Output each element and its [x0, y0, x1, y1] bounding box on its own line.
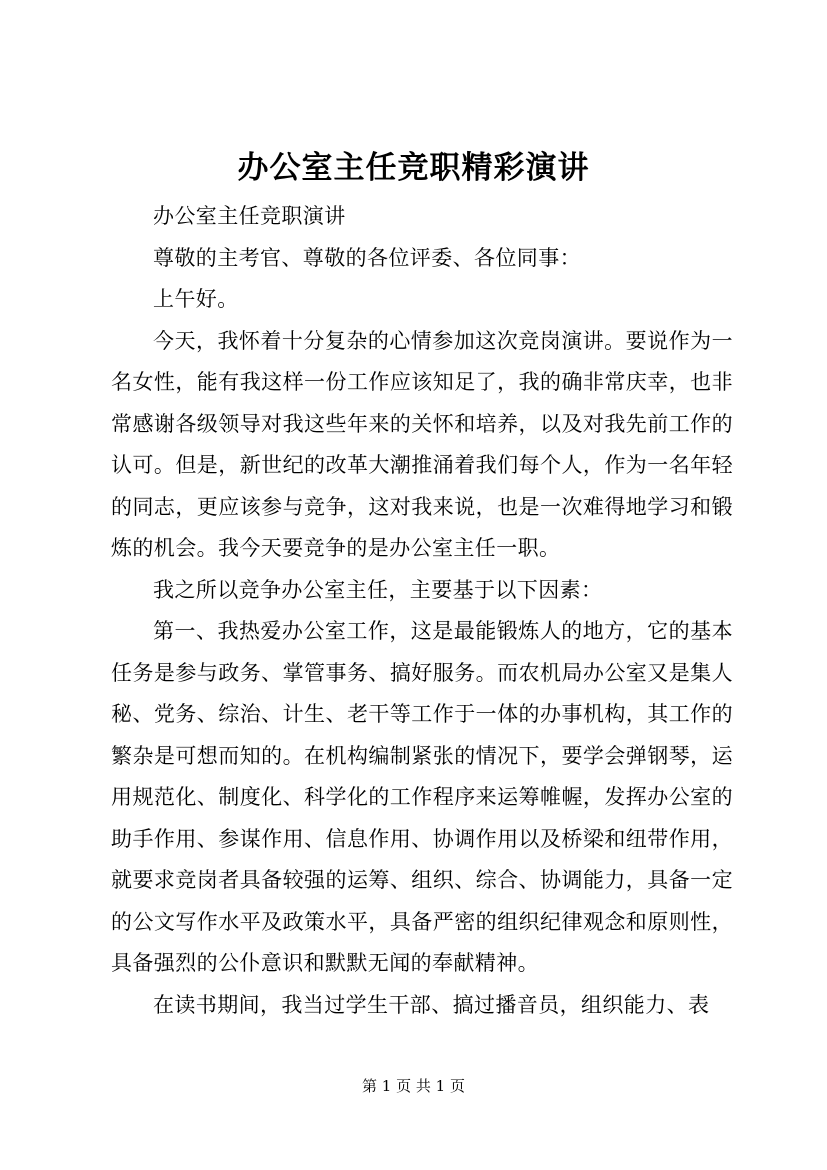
- paragraph-salutation: 尊敬的主考官、尊敬的各位评委、各位同事：: [153, 245, 581, 270]
- document-title: 办公室主任竞职精彩演讲: [237, 150, 590, 186]
- paragraph-reasons-heading: 我之所以竞争办公室主任，主要基于以下因素：: [153, 577, 603, 602]
- paragraph-intro: 今天，我怀着十分复杂的心情参加这次竞岗演讲。要说作为一名女性，能有我这样一份工作应该知足了，我的确非常庆幸，也非常感谢各级领导对我这些年来的关怀和培养，以及对我先前工作的认可。但是，新世纪的改革大潮推涌着我们每个人，作为一名年轻的同志，更应该参与竞争，这对我来说，也是一次难得地学习和锻炼的机会。我今天要竞争的是办公室主任一职。: [111, 328, 733, 560]
- paragraph-subtitle: 办公室主任竞职演讲: [153, 204, 346, 228]
- paragraph-reason-one: 第一、我热爱办公室工作，这是最能锻炼人的地方，它的基本任务是参与政务、掌管事务、搞好服务。而农机局办公室又是集人秘、党务、综治、计生、老干等工作于一体的办事机构，其工作的繁杂是可想而知的。在机构编制紧张的情况下，要学会弹钢琴，运用规范化、制度化、科学化的工作程序来运筹帷幄，发挥办公室的助手作用、参谋作用、信息作用、协调作用以及桥梁和纽带作用，就要求竞岗者具备较强的运筹、组织、综合、协调能力，具备一定的公文写作水平及政策水平，具备严密的组织纪律观念和原则性，具备强烈的公仆意识和默默无闻的奉献精神。: [111, 619, 733, 975]
- paragraph-greeting: 上午好。: [153, 287, 239, 311]
- document-body: [111, 196, 733, 1026]
- paragraph-study-period: 在读书期间，我当过学生干部、搞过播音员，组织能力、表: [153, 992, 710, 1017]
- page-number-footer: 第 1 页 共 1 页: [362, 1077, 465, 1095]
